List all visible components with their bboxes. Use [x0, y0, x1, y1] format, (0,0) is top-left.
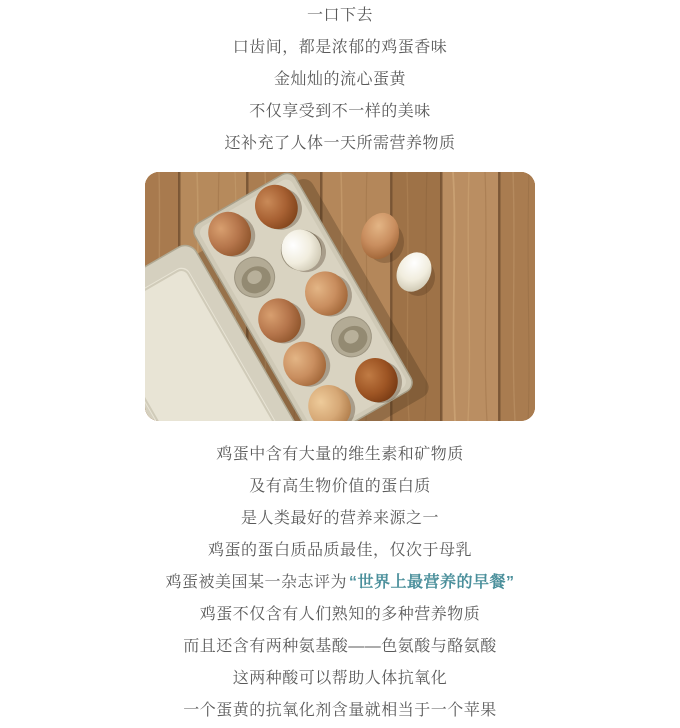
line-text: 不仅享受到不一样的美味: [249, 103, 431, 120]
article-line: [0, 535, 680, 567]
line-text: 是人类最好的营养来源之一: [240, 510, 439, 527]
line-text: 一个蛋黄的抗氧化剂含量就相当于一个苹果: [183, 702, 497, 719]
article-line: [0, 96, 680, 128]
line-text: 金灿灿的流心蛋黄: [273, 71, 406, 88]
article-line: [0, 439, 680, 471]
article-line: [0, 0, 680, 32]
article-line: [0, 503, 680, 535]
article-line: [0, 599, 680, 631]
line-text: 一口下去: [306, 7, 373, 24]
highlighted-phrase: “世界上最营养的早餐”: [349, 574, 515, 591]
line-text: 还补充了人体一天所需营养物质: [224, 135, 456, 152]
line-text: 及有高生物价值的蛋白质: [249, 478, 431, 495]
article-line: [0, 663, 680, 695]
article-line: [0, 631, 680, 663]
article-line: [0, 128, 680, 160]
line-text: 鸡蛋的蛋白质品质最佳，仅次于母乳: [207, 542, 472, 559]
article-line: [0, 567, 680, 599]
eggs-in-carton-photo[interactable]: [145, 172, 535, 421]
line-text: 鸡蛋被美国某一杂志评为: [165, 574, 347, 591]
intro-section: [0, 0, 680, 160]
egg-photo-illustration: [145, 172, 535, 421]
article-line: [0, 64, 680, 96]
article-line: [0, 695, 680, 727]
line-text: 鸡蛋中含有大量的维生素和矿物质: [216, 446, 464, 463]
article-line: [0, 32, 680, 64]
body-section: [0, 439, 680, 727]
article-line: [0, 471, 680, 503]
line-text: 而且还含有两种氨基酸——色氨酸与酪氨酸: [183, 638, 497, 655]
line-text: 这两种酸可以帮助人体抗氧化: [232, 670, 448, 687]
line-text: 口齿间，都是浓郁的鸡蛋香味: [232, 39, 448, 56]
line-text: 鸡蛋不仅含有人们熟知的多种营养物质: [199, 606, 481, 623]
